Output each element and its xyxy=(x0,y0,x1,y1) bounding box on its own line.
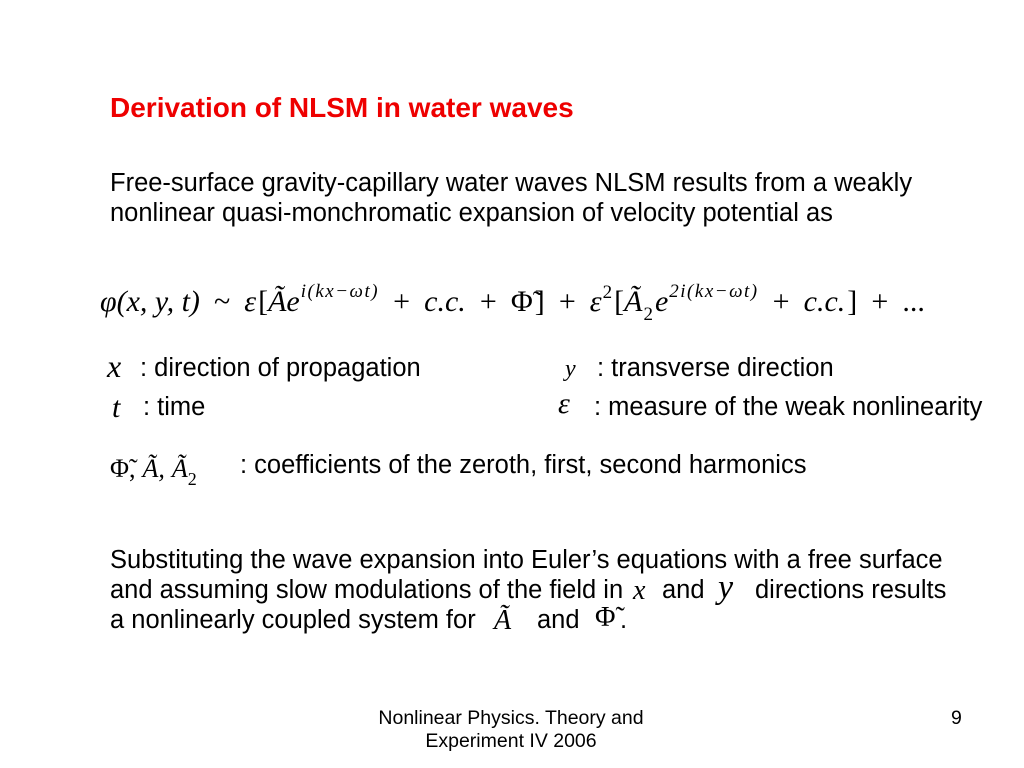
conclusion-line: Substituting the wave expansion into Euler’s equations with a free surface xyxy=(110,546,943,574)
footer-line: Nonlinear Physics. Theory and xyxy=(378,707,644,729)
eq-epsilon: ε xyxy=(589,285,602,318)
footer-line: Experiment IV 2006 xyxy=(425,730,597,752)
velocity-potential-equation xyxy=(100,281,925,325)
slide-footer xyxy=(361,707,661,753)
eq-plus: + xyxy=(479,285,497,318)
eq-plus: + xyxy=(772,285,790,318)
eq-exponent: 2i(kx−ωt) xyxy=(669,281,759,302)
coefficient-symbols xyxy=(110,454,197,489)
eq-A2-tilde: Ã xyxy=(624,285,643,318)
t-symbol: t xyxy=(112,391,121,424)
A2-subscript: 2 xyxy=(187,469,197,489)
y-definition: : transverse direction xyxy=(597,354,834,382)
conclusion-text: and xyxy=(662,576,705,604)
epsilon-definition: : measure of the weak nonlinearity xyxy=(594,393,983,421)
eq-cc: c.c. xyxy=(803,285,846,318)
eq-args: (x, y, t) xyxy=(116,285,200,318)
eq-plus: + xyxy=(393,285,411,318)
eq-Phi-tilde: Φ̃ xyxy=(510,285,533,318)
conclusion-text: and xyxy=(537,606,580,634)
eq-A2-subscript: 2 xyxy=(643,304,653,325)
eq-e: e xyxy=(286,285,300,318)
eq-cc-close xyxy=(804,282,858,322)
conclusion-text: directions results xyxy=(755,576,947,604)
eq-sim: ~ xyxy=(213,285,231,318)
eq-lhs xyxy=(100,282,200,322)
conclusion-text: . xyxy=(620,606,628,634)
conclusion-text: a nonlinearly coupled system for xyxy=(110,606,476,634)
Phi-tilde-symbol: Φ̃, xyxy=(110,454,136,483)
t-definition: : time xyxy=(143,393,206,421)
eq-bracket-open: [ xyxy=(258,285,269,318)
conclusion-text: and assuming slow modulations of the field in xyxy=(110,576,624,604)
eq-bracket-close: ] xyxy=(534,285,545,318)
eq-second-harmonic xyxy=(589,281,759,325)
y-symbol: y xyxy=(565,356,576,382)
intro-line: nonlinear quasi-monchromatic expansion of velocity potential as xyxy=(110,199,833,227)
coefficients-definition: : coefficients of the zeroth, first, second harmonics xyxy=(240,451,807,479)
x-definition: : direction of propagation xyxy=(140,354,421,382)
page-number: 9 xyxy=(951,707,962,729)
eq-bracket-open: [ xyxy=(614,285,625,318)
A-tilde-symbol: Ã xyxy=(494,605,512,636)
intro-line: Free-surface gravity-capillary water waves NLSM results from a weakly xyxy=(110,169,913,197)
eq-epsilon-power: 2 xyxy=(602,282,613,303)
Phi-tilde-symbol: Φ̃ xyxy=(595,602,616,633)
eq-bracket-close: ] xyxy=(847,285,858,318)
eq-ellipsis: ... xyxy=(902,285,925,318)
eq-epsilon: ε xyxy=(244,285,257,318)
eq-zeroth-harmonic xyxy=(511,282,545,322)
intro-paragraph xyxy=(110,168,912,228)
eq-plus: + xyxy=(871,285,889,318)
eq-phi: φ xyxy=(100,285,117,318)
eq-e: e xyxy=(654,285,669,318)
eq-exponent: i(kx−ωt) xyxy=(300,281,380,302)
eq-plus: + xyxy=(558,285,576,318)
x-symbol: x xyxy=(107,348,122,384)
eq-cc: c.c. xyxy=(424,285,466,318)
y-symbol: y xyxy=(718,569,734,606)
eq-A-tilde: Ã xyxy=(268,285,287,318)
A-tilde-symbol: Ã, xyxy=(142,454,165,483)
eq-first-harmonic xyxy=(244,282,379,322)
A2-tilde-symbol: Ã xyxy=(171,454,188,483)
epsilon-symbol: ε xyxy=(558,387,570,420)
slide-title: Derivation of NLSM in water waves xyxy=(110,92,574,123)
x-symbol: x xyxy=(633,575,646,606)
